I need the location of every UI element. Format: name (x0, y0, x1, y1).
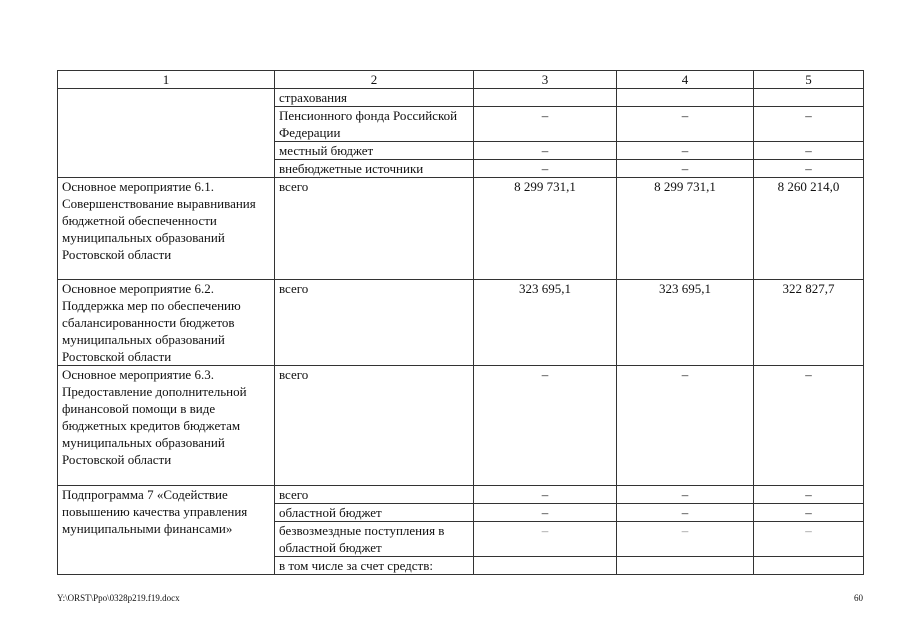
funding-source-cell: областной бюджет (275, 504, 474, 522)
value-cell: 323 695,1 (474, 280, 617, 366)
value-cell (754, 557, 864, 575)
file-path: Y:\ORST\Ppo\0328p219.f19.docx (57, 593, 180, 603)
funding-source-cell: всего (275, 178, 474, 280)
table-row (58, 178, 864, 280)
value-cell: – (617, 486, 754, 504)
page-number: 60 (854, 593, 863, 603)
table-row (58, 280, 864, 366)
funding-source-cell: внебюджетные источники (275, 160, 474, 178)
funding-source-cell: Пенсионного фонда Российской Федерации (275, 107, 474, 142)
value-cell: – (754, 107, 864, 142)
header-cell: 2 (275, 71, 474, 89)
table-row (58, 89, 864, 107)
activity-cell: Основное мероприятие 6.2. Поддержка мер по обеспечению сбалансированности бюджетов муниципальных образований Ростовской области (58, 280, 275, 366)
value-cell: 8 299 731,1 (617, 178, 754, 280)
value-cell: – (617, 107, 754, 142)
funding-source-cell: всего (275, 366, 474, 486)
funding-source-cell: всего (275, 486, 474, 504)
value-cell: – (617, 160, 754, 178)
value-cell (617, 89, 754, 107)
header-cell: 4 (617, 71, 754, 89)
activity-cell: Основное мероприятие 6.1. Совершенствование выравнивания бюджетной обеспеченности муниципальных образований Ростовской области (58, 178, 275, 280)
value-cell: 323 695,1 (617, 280, 754, 366)
value-cell: – (617, 522, 754, 557)
value-cell: – (474, 160, 617, 178)
table-row (58, 366, 864, 486)
funding-source-cell: в том числе за счет средств: (275, 557, 474, 575)
value-cell (474, 89, 617, 107)
table-row (58, 486, 864, 504)
value-cell: – (474, 142, 617, 160)
budget-table (57, 70, 864, 575)
header-cell: 5 (754, 71, 864, 89)
value-cell: – (474, 504, 617, 522)
value-cell: – (617, 142, 754, 160)
value-cell: – (754, 504, 864, 522)
table-header-row (58, 71, 864, 89)
value-cell: – (474, 522, 617, 557)
value-cell (474, 557, 617, 575)
funding-source-cell: всего (275, 280, 474, 366)
activity-cell (58, 89, 275, 178)
value-cell: – (474, 366, 617, 486)
value-cell: – (754, 142, 864, 160)
value-cell (754, 89, 864, 107)
funding-source-cell: местный бюджет (275, 142, 474, 160)
activity-cell: Подпрограмма 7 «Содействие повышению качества управления муниципальными финансами» (58, 486, 275, 575)
value-cell: – (754, 522, 864, 557)
value-cell: – (474, 107, 617, 142)
value-cell: – (754, 160, 864, 178)
header-cell: 3 (474, 71, 617, 89)
value-cell: 8 299 731,1 (474, 178, 617, 280)
value-cell (617, 557, 754, 575)
value-cell: 8 260 214,0 (754, 178, 864, 280)
activity-cell: Основное мероприятие 6.3. Предоставление дополнительной финансовой помощи в виде бюджетных кредитов бюджетам муниципальных образований Ростовской области (58, 366, 275, 486)
value-cell: – (754, 366, 864, 486)
funding-source-cell: страхования (275, 89, 474, 107)
value-cell: – (474, 486, 617, 504)
funding-source-cell: безвозмездные поступления в областной бюджет (275, 522, 474, 557)
value-cell: – (617, 366, 754, 486)
header-cell: 1 (58, 71, 275, 89)
value-cell: – (617, 504, 754, 522)
value-cell: – (754, 486, 864, 504)
value-cell: 322 827,7 (754, 280, 864, 366)
